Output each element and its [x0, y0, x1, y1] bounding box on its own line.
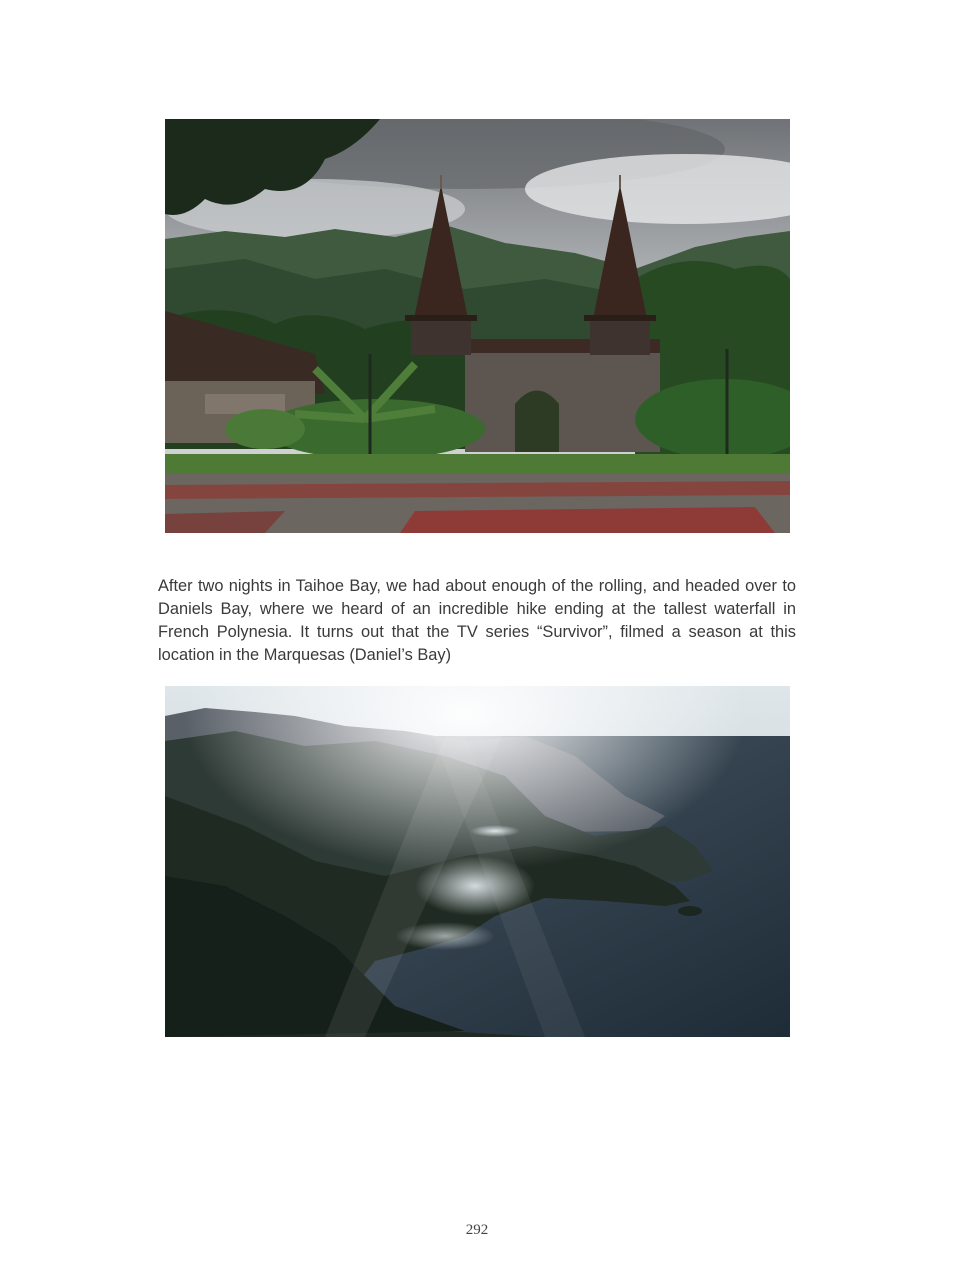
- bay-photo: [165, 686, 790, 1037]
- body-paragraph: After two nights in Taihoe Bay, we had about enough of the rolling, and headed over to Daniels Bay, where we heard of an incredible hike ending at the tallest waterfall in French Polynesia. It turns out that the TV series “Survivor”, filmed a season at this location in the Marquesas (Daniel’s Bay): [158, 577, 796, 664]
- church-photo: [165, 119, 790, 533]
- page-number: 292: [465, 1222, 489, 1238]
- church-photo-illustration: [165, 119, 790, 533]
- bay-photo-illustration: [165, 686, 790, 1037]
